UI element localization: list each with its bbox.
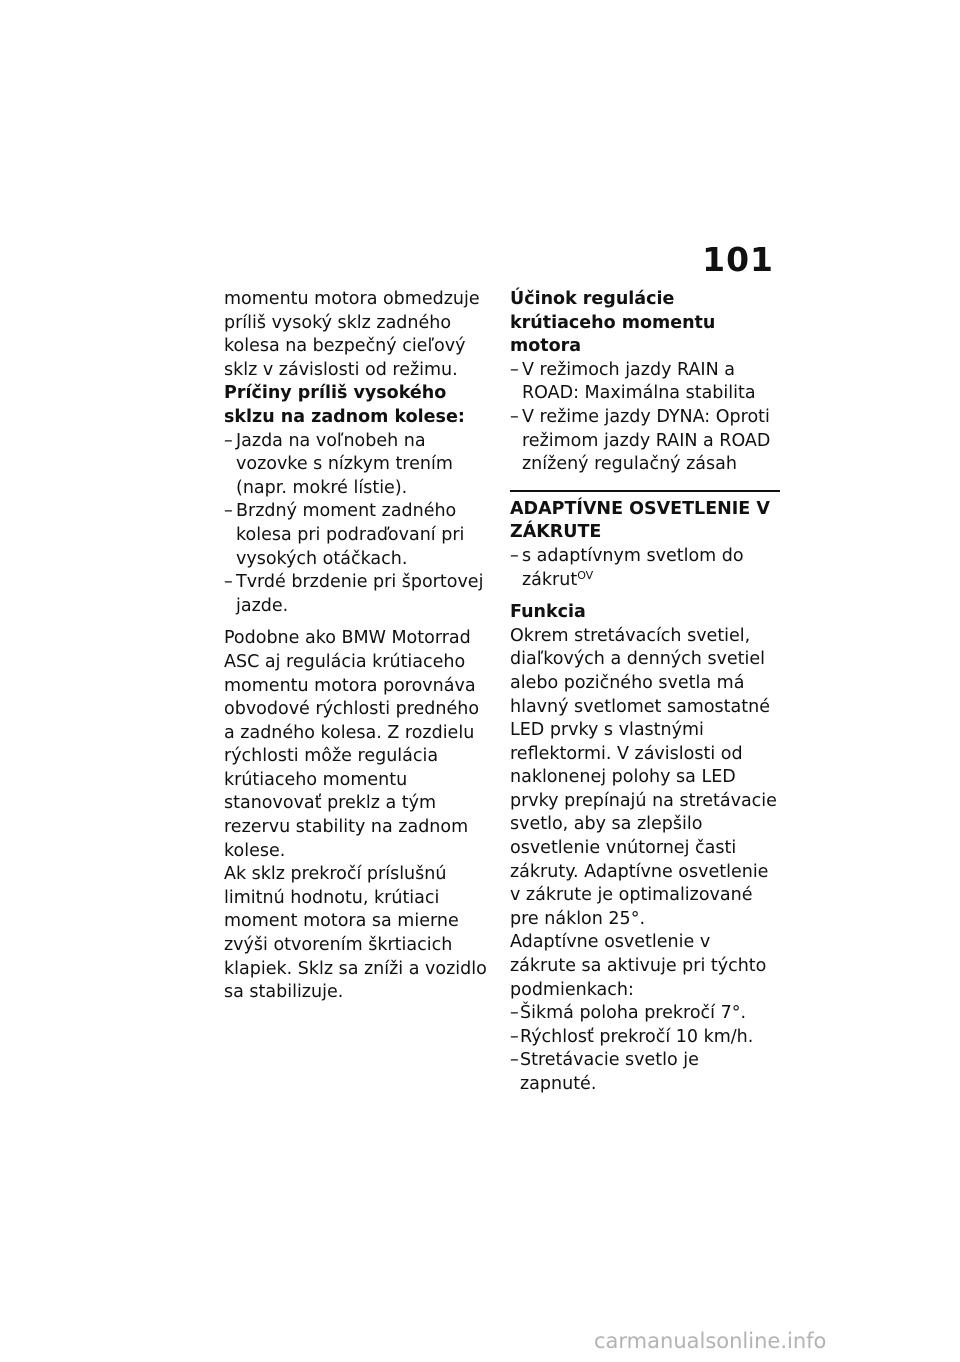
option-badge: OV bbox=[577, 568, 594, 582]
conditions-list bbox=[510, 1002, 780, 1096]
equipment-list bbox=[510, 545, 780, 592]
section-title: ADAPTÍVNE OSVETLENIE V ZÁKRUTE bbox=[510, 498, 770, 543]
list-item: – Stretávacie svetlo je zapnuté. bbox=[510, 1049, 780, 1096]
causes-list bbox=[224, 430, 494, 619]
list-item: – V režime jazdy DYNA: Oproti režimom jazdy RAIN a ROAD znížený regulačný zásah bbox=[510, 406, 780, 477]
left-column bbox=[224, 288, 494, 1005]
list-item: – Jazda na voľnobeh na vozovke s nízkym trením (napr. mokré lístie). bbox=[224, 430, 494, 501]
equipment-text: s adaptívnym svetlom do zákrut bbox=[522, 545, 744, 590]
function-heading: Funkcia bbox=[510, 602, 586, 623]
intro-paragraph: momentu motora obmedzuje príliš vysoký sklz zadného kolesa na bezpečný cieľový sklz v závislosti od režimu. bbox=[224, 289, 480, 380]
list-item: – Brzdný moment zadného kolesa pri podraďovaní pri vysokých otáčkach. bbox=[224, 500, 494, 571]
right-column bbox=[510, 288, 780, 1097]
list-item: – Šikmá poloha prekročí 7°. bbox=[510, 1002, 780, 1026]
list-item: – V režimoch jazdy RAIN a ROAD: Maximálna stabilita bbox=[510, 359, 780, 406]
body-paragraph: Adaptívne osvetlenie v zákrute sa aktivuje pri týchto podmienkach: bbox=[510, 932, 767, 1000]
list-item: – Tvrdé brzdenie pri športovej jazde. bbox=[224, 571, 494, 618]
effect-heading: Účinok regulácie krútiaceho momentu motora bbox=[510, 289, 716, 357]
list-item bbox=[510, 545, 780, 592]
section-divider bbox=[510, 490, 780, 545]
list-item: – Rýchlosť prekročí 10 km/h. bbox=[510, 1026, 780, 1050]
page-number: 101 bbox=[702, 240, 774, 279]
body-paragraph: Okrem stretávacích svetiel, diaľkových a denných svetiel alebo pozičného svetla má hlavný svetlomet samostatné LED prvky s vlastnými reflektormi. V závislosti od naklonenej polohy sa LED prvky prepínajú na stretávacie svetlo, aby sa zlepšilo osvetlenie vnútornej časti zákruty. Adaptívne osvetlenie v zákrute je optimalizované pre náklon 25°. bbox=[510, 625, 777, 929]
effects-list bbox=[510, 359, 780, 477]
causes-heading: Príčiny príliš vysokého sklzu na zadnom kolese: bbox=[224, 383, 465, 427]
watermark: carmanualsonline.info bbox=[594, 1329, 827, 1353]
body-paragraph: Ak sklz prekročí príslušnú limitnú hodnotu, krútiaci moment motora sa mierne zvýši otvorením škrtiacich klapiek. Sklz sa zníži a vozidlo sa stabilizuje. bbox=[224, 864, 487, 1003]
body-paragraph: Podobne ako BMW Motorrad ASC aj regulácia krútiaceho momentu motora porovnáva obvodové rýchlosti predného a zadného kolesa. Z rozdielu rýchlosti môže regulácia krútiaceho momentu stanovovať preklz a tým rezervu stability na zadnom kolese. bbox=[224, 628, 480, 861]
